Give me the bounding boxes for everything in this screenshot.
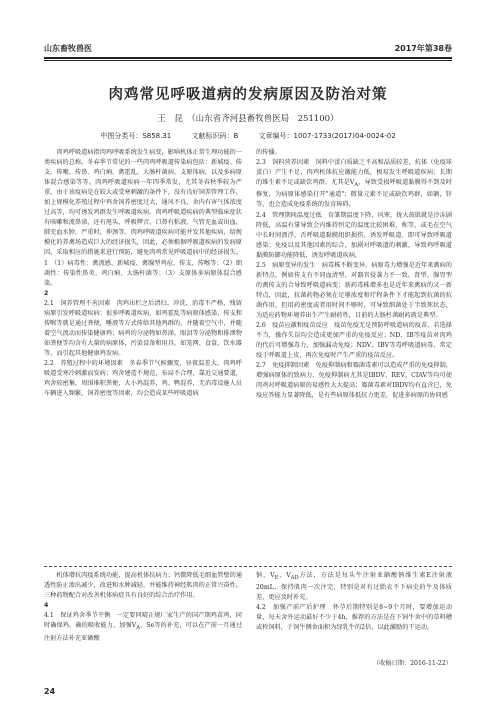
- section-2-5-text: 2.5 病原变异的发生 病毒株不断变异，病原毒力增强是近年来禽病的新特点，例如传支有不同血清型，对器官侵袭力不一致，肾型，腺胃型的禽传支的合导致呼吸道病变；新药毒株增多也是近年来禽病的又一新特点，因此，抗菌药物必须在足够浓度和疗程条件下才能起到抗菌的抗菌作用，但用药密度或者用时间不够时，可导致细菌处于半致死状态，为适应药物环境养出生产生耐药性，目前的大肠杆菌耐药就是典型。: [256, 261, 452, 319]
- section-2-2-text: 2.2 养殖过程中的环境因素 冬春季节气候骤变，昼夜温差大，肉鸡呼吸道受寒冷刺激而发病；鸡舍建造不规范，布局不合理，靠近交通要道，鸡舍较密集，周围堆积粪便，大小鸡混养，鸡、鸭混养，无消毒设施人员车辆进入频繁，饲养密度等因素，均会造成某些呼吸道病: [44, 359, 242, 398]
- article-number: 文章编号：1007-1733(2017)04-0024-02: [258, 132, 396, 140]
- column-separator-rule: [44, 566, 452, 567]
- right-column: [256, 148, 452, 564]
- left-column: [44, 148, 242, 564]
- bottom-right-paragraph: 钠、$V_E$、$V_{AD}$方法，方法是每头牛注射亚硒酸钠维生素E注射液20mL，保持肌肉一次注完，特别是对有过胎衣不下病史的牛及体质差，更应及时补充。: [256, 572, 452, 602]
- received-date: （收稿日期：2016-11-22）: [373, 660, 452, 667]
- bottom-left-column: [44, 571, 242, 656]
- page-number: 24: [44, 687, 56, 696]
- section-2-3-text: 2.3 饲料营养因素 饲料中蛋白质缺乏不高和晶质较差，抗体（免疫球蛋白）产生不足，肉鸡机体抗应激能力低，极易发生呼吸道疾病；长期的维生素不足或缺饮鸡群，尤其是$V_A$，导致受损呼吸道黏膜得不到及时修复，为病原体感染打开"通道"；微量元素不足或缺饮鸡群，如硒，锌等，也会造成免疫系统的发育障碍。: [256, 159, 452, 209]
- section-4-heading: 4: [44, 602, 55, 610]
- section-4-1-text: 4.1 保证鸡舍季节平衡 一定要同晴正规厂家生产的国产期鸡苗鸡，同时确保鸡、确的吸收能力，加强$V_A$、Se等的补充，可以在产前一月通过注射方法补充亚硒酸: [44, 612, 242, 642]
- section-2-4-text: 2.4 管理期间温度过低 育雏期温度下降，风寒，拢大鼓肌就是冷冻剧降低，高温有掌导致会内维持恒定的温度比较困难，称等，或毛在空气中长时间漂浮，否呼吸道黏膜组织损伤，诱发呼吸道、即可导致呼吸道感染；免疫以及其他因素的综合，加剧对呼吸道的刺激，导致鸡呼吸道黏膜防御功能降低，诱发呼吸道疾病。: [256, 211, 452, 259]
- document-code: 文献标识码：B: [191, 132, 239, 140]
- journal-name: 山东畜牧兽医: [44, 44, 92, 53]
- header-rule-thick: [44, 57, 452, 59]
- bottom-left-paragraph: 机体增抗肉疫系统功能，提高机体抗病力；钙微降低毛细血管壁的通透性防止渗出减少，改进和水肿减轻，并能维持神经肌肉的正常兴奋性。三种药物配合对改善机体病症具有良好的综合治疗作用。: [44, 572, 242, 600]
- author-line: 王 昆 （山东省齐河县畜牧兽医局 251100）: [157, 114, 339, 124]
- article-meta: [44, 131, 452, 141]
- intro-paragraph: 肉鸡呼吸道病指肉鸡呼吸系统发生病变，影响机体正常生理功能的一类疾病的总称。冬春季节常见的一些肉鸡呼吸道传染病包括：新城疫、传支、传喉、传鼻、鸡白痢、禽霍乱、大肠杆菌病、支原体病，以及多病原体混合感染等等。肉鸡呼吸道疾病一年四季常发，尤其冬春秋季较为严重，由于该疫病是在较大或受寒刺激的条件下，没有良好饲养管理工作，加上规模化养殖过程中鸡舍饲养密度过大，通风不良，舍内有害气体浓度过高等，均可诱发鸡群发生呼吸道疾病。肉鸡呼吸道疾病的典型临床症状有咳嗽和流鼻涕，还有甩头、呼吸啰音，口鼻有粘液，气管充血或出血，肺充血水肿，严重时，伸颈等。肉鸡呼吸道疾病可能并发其他疾病，给规模化的养禽场造成巨大的经济损失，因此，必须根据呼吸道疾病的发病原因，采取相应的措施来进行预防，避免肉鸡常见呼吸道病中的经济损失。: [44, 149, 242, 257]
- section-2-1-text: 2.1 饲养管理不善因素 肉鸡出栏之后清扫、冲洗、消毒不严格，残留病原引发呼吸道疾病；很多呼吸道疾病，如鸡霍乱等病原体感染，传支和传喉等就是通过粪便，唾液等方式传给其他鸡群的，并随着空气中，并随着空气流动而传染健康鸡；病鸡的分泌物如鼻涕，眼泪等分泌物和排泄物如粪便等均含有大量的病原体，污染设备和用具，如笼网、食盒、饮水器等，而引起其他健康鸡发病。: [44, 299, 242, 357]
- section-4-2-text: 4.2 加强产前产后护理 怀孕后期特别是8~9个月时，要增加运动量，每天舍外运动最好不少于4h，推荐的方法是在下饲牛舍中的草料槽或栓饲料，于饲牛侧舍面积为绿乳牛的2倍，以此激励的干运动。: [256, 604, 452, 632]
- article-title: 肉鸡常见呼吸道病的发病原因及防治对策: [108, 87, 388, 103]
- issue-info: 2017年第38卷: [394, 44, 452, 53]
- running-header: [44, 43, 452, 55]
- section-2-6-text: 2.6 疫苗应激和疫苗反应 疫苗免疫无是预防呼吸道病的疫苗，若选择不当，操作失误均会造成更加严重的免疫反应；ND、IB等疫苗对肉鸡的代后可增强毒力，加强漏动免疫；NDV、IBV等毒呼吸道病毒，常定疫于呼吸道上皮，再次免疫时产生严重的疫苗反应。: [256, 322, 452, 360]
- section-2-heading: 2: [44, 289, 55, 297]
- header-rule-thin: [44, 60, 452, 61]
- clc-number: 中图分类号：S858.31: [100, 132, 172, 140]
- section-2-7-text: 2.7 免疫抑制因素 免疫抑制病和霉菌毒素可以造成严重的免疫抑制，增强病原体的致病力、免疫抑制病尤其是IBDV、REV、CIAV等均可使肉鸡对呼吸道病原的易感性大大提高；霉菌毒素对IBDV均有直含已，免疫应答能力显著降低，是有些病原体抵抗力更差，促进多病原的协同感: [256, 362, 452, 400]
- bottom-right-column: [256, 571, 452, 656]
- section-1-text: 1 （1）病毒性：禽流感、新城疫、禽腺型鸡痘、传支、传喉等；（2）细菌性：传染性鼻炎、鸡白痢、大肠杆菌等；（3）支原体多病原体混合感染。: [44, 259, 242, 287]
- continued-text: 的传播。: [256, 149, 281, 156]
